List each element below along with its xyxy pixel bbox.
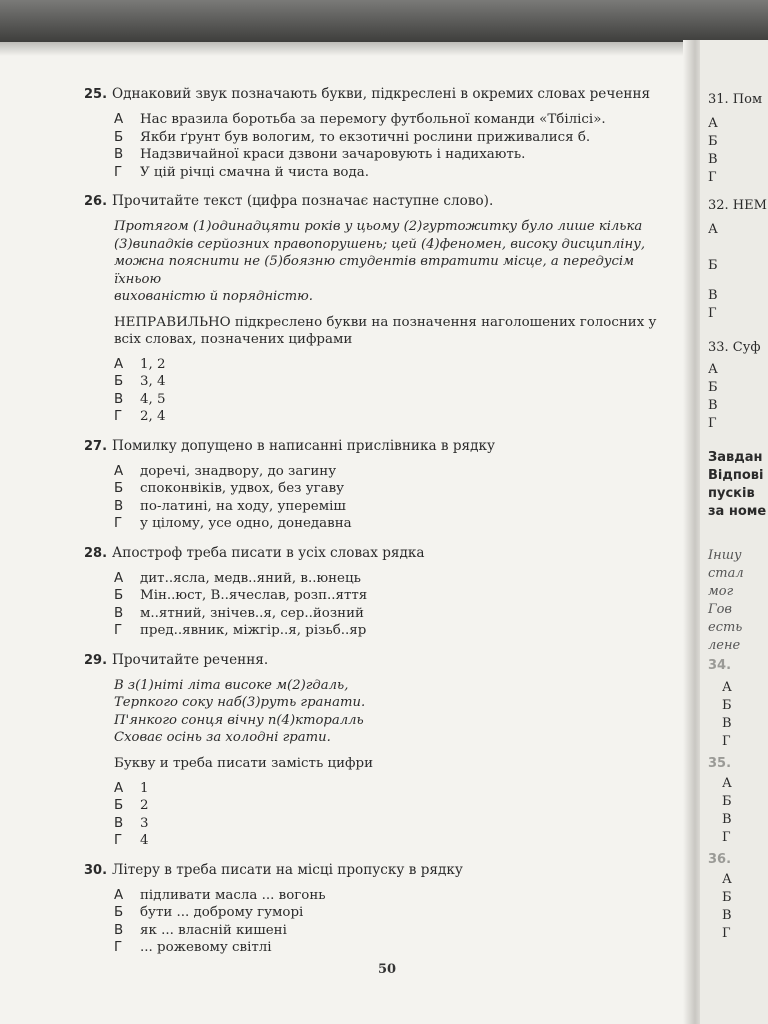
- rp-letter: А: [722, 872, 732, 887]
- rp-q33: 33. Суф: [708, 340, 761, 355]
- option-text: у цілому, усе одно, донедавна: [140, 516, 352, 531]
- option-letter: Г: [114, 623, 123, 638]
- option-letter: Г: [114, 940, 123, 955]
- passage-line: (3)випадків серйозних правопорушень; цей (4)феномен, високу дисципліну,: [114, 236, 646, 252]
- poem-line: Терпкого соку наб(3)руть гранати.: [114, 695, 366, 710]
- option-text: Мін..юст, В..ячеслав, розп..яття: [140, 588, 368, 603]
- option-a: [114, 111, 684, 129]
- question-text: Прочитайте речення.: [112, 651, 269, 668]
- option-v: [114, 815, 684, 833]
- option-b: [114, 129, 684, 147]
- option-letter: Б: [114, 588, 124, 603]
- option-letter: Г: [114, 409, 123, 424]
- question-number: 27.: [84, 438, 108, 454]
- option-text: 3, 4: [140, 374, 166, 389]
- option-a: [114, 463, 684, 481]
- option-v: [114, 391, 684, 409]
- rp-letter: Б: [708, 134, 718, 149]
- option-text: 2: [140, 798, 149, 813]
- rp-letter: Б: [722, 698, 732, 713]
- option-text: 1, 2: [140, 356, 166, 372]
- passage-line: можна пояснити не (5)боязню студентів втратити місце, а передусім їхньою: [114, 254, 635, 287]
- option-g: [114, 939, 684, 957]
- rp-letter: Г: [708, 306, 717, 321]
- question-text: Помилку допущено в написанні прислівника в рядку: [112, 437, 495, 454]
- option-b: [114, 797, 684, 815]
- option-b: [114, 373, 684, 391]
- question-29: [84, 652, 684, 669]
- option-letter: Г: [114, 833, 123, 848]
- option-letter: Г: [114, 164, 123, 180]
- option-text: як ... власній кишені: [140, 922, 287, 938]
- rp-q31: 31. Пом: [708, 92, 763, 107]
- rp-q34: 34.: [708, 658, 732, 673]
- rp-letter: А: [708, 222, 718, 237]
- rp-italic-line: мог: [708, 584, 734, 599]
- right-page-edge: [700, 40, 768, 1024]
- option-letter: Г: [114, 516, 123, 531]
- option-text: підливати масла ... вогонь: [140, 887, 326, 903]
- option-letter: В: [114, 391, 124, 407]
- rp-letter: Г: [708, 170, 717, 185]
- rp-task-line: за номе: [708, 504, 767, 519]
- option-v: [114, 146, 684, 164]
- rp-task-line: пусків: [708, 486, 755, 501]
- option-a: [114, 356, 684, 374]
- option-letter: Б: [114, 798, 124, 813]
- question-28: [84, 545, 684, 562]
- question-25: [84, 86, 684, 103]
- option-text: Якби ґрунт був вологим, то екзотичні рослини приживалися б.: [140, 129, 591, 145]
- option-letter: Б: [114, 905, 124, 920]
- question-26: [84, 193, 684, 210]
- rp-q36: 36.: [708, 852, 732, 867]
- option-letter: В: [114, 605, 124, 621]
- option-b: [114, 904, 684, 922]
- option-text: У цій річці смачна й чиста вода.: [140, 164, 369, 180]
- option-a: [114, 780, 684, 798]
- option-letter: А: [114, 570, 124, 586]
- option-text: 1: [140, 780, 149, 796]
- option-letter: В: [114, 815, 124, 831]
- rp-letter: Г: [708, 416, 717, 431]
- scan-top-edge: [0, 0, 768, 42]
- rp-letter: В: [708, 288, 718, 303]
- rp-italic-line: стал: [708, 566, 744, 581]
- question-text: Літеру в треба писати на місці пропуску в рядку: [112, 861, 463, 878]
- page-number: 50: [378, 962, 397, 977]
- passage-line: Протягом (1)одинадцяти років у цьому (2)гуртожитку було лише кілька: [114, 219, 643, 234]
- rp-letter: Г: [722, 734, 731, 749]
- option-letter: В: [114, 147, 124, 162]
- rp-letter: Б: [722, 794, 732, 809]
- option-text: м..ятний, знічев..я, сер..йозний: [140, 605, 364, 621]
- rp-letter: Г: [722, 926, 731, 941]
- option-letter: В: [114, 922, 124, 938]
- option-text: пред..явник, міжгір..я, різьб..яр: [140, 623, 367, 638]
- option-text: 4: [140, 833, 149, 848]
- options-25: [114, 111, 684, 181]
- question-text: Прочитайте текст (цифра позначає наступне слово).: [112, 193, 494, 209]
- rp-letter: В: [708, 398, 718, 413]
- option-text: 2, 4: [140, 409, 166, 424]
- option-text: Нас вразила боротьба за перемогу футбольної команди «Тбілісі».: [140, 112, 606, 127]
- rp-letter: В: [708, 152, 718, 167]
- question-number: 30.: [84, 862, 108, 878]
- rp-letter: В: [722, 812, 732, 827]
- rp-letter: А: [708, 362, 718, 377]
- question-number: 29.: [84, 652, 108, 668]
- scan-shadow: [0, 42, 768, 56]
- option-text: ... рожевому світлі: [140, 940, 272, 955]
- option-b: [114, 480, 684, 498]
- option-letter: Б: [114, 129, 124, 145]
- option-text: бути ... доброму гуморі: [140, 905, 304, 920]
- option-letter: А: [114, 356, 124, 372]
- option-text: дит..ясла, медв..яний, в..юнець: [140, 570, 361, 586]
- question-number: 26.: [84, 194, 108, 209]
- option-g: [114, 164, 684, 182]
- options-30: [114, 887, 684, 957]
- rp-italic-line: Іншу: [708, 548, 742, 563]
- question-27: [84, 438, 684, 455]
- rp-letter: А: [708, 116, 718, 131]
- option-letter: Б: [114, 374, 124, 389]
- option-v: [114, 922, 684, 940]
- options-26: [114, 356, 684, 426]
- question-text: Однаковий звук позначають букви, підкреслені в окремих словах речення: [112, 86, 651, 102]
- question-text: Апостроф треба писати в усіх словах рядка: [112, 544, 425, 561]
- rp-letter: В: [722, 908, 732, 923]
- rp-italic-line: лене: [708, 638, 741, 653]
- poem-line: В з(1)ніті літа високе м(2)гдаль,: [114, 677, 349, 693]
- left-page-content: [84, 86, 684, 957]
- rp-letter: Б: [708, 380, 718, 395]
- option-text: по-латині, на ходу, упереміш: [140, 498, 346, 514]
- option-a: [114, 570, 684, 588]
- rp-q32: 32. НЕМ: [708, 198, 767, 213]
- rp-italic-line: есть: [708, 620, 743, 635]
- rp-letter: Б: [722, 890, 732, 905]
- option-letter: Б: [114, 481, 124, 496]
- question-30: [84, 862, 684, 879]
- option-v: [114, 498, 684, 516]
- options-28: [114, 570, 684, 640]
- poem-line: Сховає осінь за холодні грати.: [114, 730, 331, 745]
- option-b: [114, 587, 684, 605]
- rp-q35: 35.: [708, 756, 732, 771]
- option-g: [114, 408, 684, 426]
- option-g: [114, 515, 684, 533]
- prompt-line: всіх словах, позначених цифрами: [114, 331, 353, 347]
- poem-line: П'янкого сонця вічну п(4)кторалль: [114, 712, 364, 728]
- rp-letter: Б: [708, 258, 718, 273]
- option-text: споконвіків, удвох, без угаву: [140, 481, 344, 496]
- option-g: [114, 622, 684, 640]
- option-letter: А: [114, 780, 124, 796]
- option-text: Надзвичайної краси дзвони зачаровують і надихають.: [140, 147, 526, 162]
- option-letter: В: [114, 498, 124, 514]
- option-text: 4, 5: [140, 391, 166, 407]
- question-number: 25.: [84, 87, 108, 102]
- prompt-line: Букву и треба писати замість цифри: [114, 755, 374, 771]
- option-text: доречі, знадвору, до загину: [140, 463, 337, 479]
- rp-letter: Г: [722, 830, 731, 845]
- rp-letter: А: [722, 776, 732, 791]
- passage-line: вихованістю й порядністю.: [114, 289, 313, 304]
- option-g: [114, 832, 684, 850]
- option-letter: А: [114, 887, 124, 903]
- rp-italic-line: Гов: [708, 602, 733, 617]
- options-27: [114, 463, 684, 533]
- rp-letter: В: [722, 716, 732, 731]
- option-text: 3: [140, 815, 149, 831]
- option-a: [114, 887, 684, 905]
- option-letter: А: [114, 463, 124, 479]
- rp-task-line: Завдан: [708, 450, 763, 465]
- question-number: 28.: [84, 545, 108, 561]
- rp-task-line: Відпові: [708, 468, 764, 483]
- rp-letter: А: [722, 680, 732, 695]
- option-letter: А: [114, 112, 124, 127]
- options-29: [114, 780, 684, 850]
- prompt-line: НЕПРАВИЛЬНО підкреслено букви на позначення наголошених голосних у: [114, 314, 657, 330]
- option-v: [114, 605, 684, 623]
